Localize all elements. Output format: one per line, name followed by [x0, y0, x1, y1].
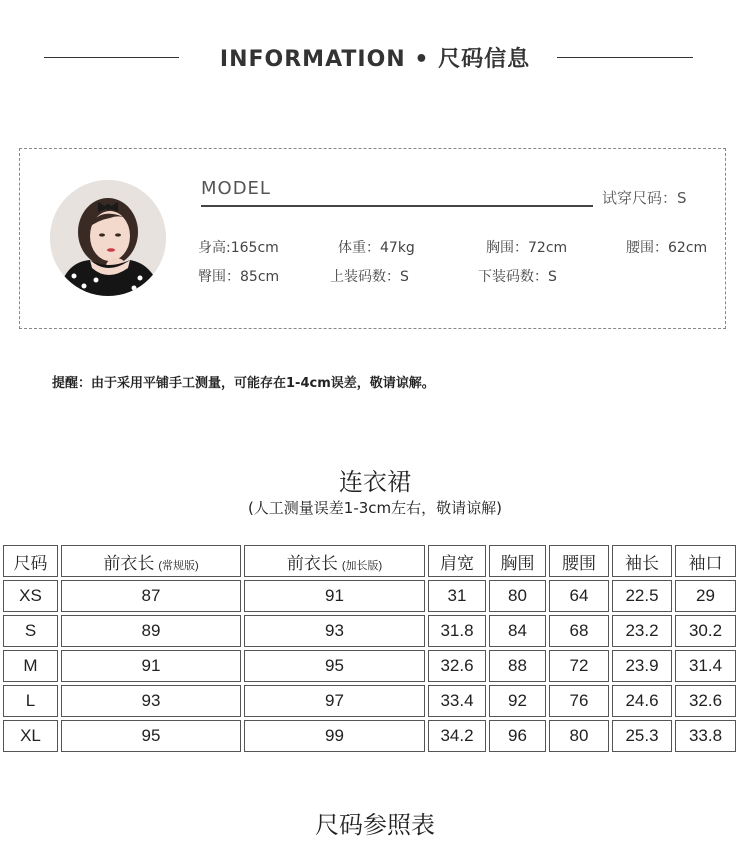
table-header-row	[3, 545, 736, 577]
table-cell: 33.8	[675, 720, 736, 752]
table-cell: 76	[549, 685, 609, 717]
header-label: 袖口	[688, 553, 723, 573]
table-header-cell	[244, 545, 425, 577]
measurement-notice: 提醒：由于采用平铺手工测量，可能存在1-4cm误差，敬请谅解。	[52, 376, 435, 391]
size-label-cell: S	[3, 615, 58, 647]
table-cell: 91	[244, 580, 425, 612]
table-cell: 23.2	[612, 615, 672, 647]
table-cell: 99	[244, 720, 425, 752]
table-cell: 91	[61, 650, 241, 682]
section-title: 连衣裙	[339, 468, 411, 496]
table-cell: 68	[549, 615, 609, 647]
model-info-card	[19, 148, 726, 329]
table-header-cell	[3, 545, 58, 577]
size-chart-title: 尺码参照表	[315, 811, 435, 839]
table-row	[3, 720, 736, 752]
header-label: 尺码	[13, 553, 48, 573]
spec-height: 身高:165cm	[198, 240, 279, 256]
page-title: INFORMATION • 尺码信息	[219, 47, 531, 72]
table-cell: 96	[489, 720, 546, 752]
model-avatar	[50, 180, 166, 296]
table-cell: 34.2	[428, 720, 486, 752]
model-label: MODEL	[201, 178, 271, 199]
spec-weight: 体重：47kg	[338, 240, 415, 256]
spec-waist: 腰围：62cm	[626, 240, 708, 256]
table-cell: 92	[489, 685, 546, 717]
spec-bust: 胸围：72cm	[486, 240, 568, 256]
table-row	[3, 580, 736, 612]
table-cell: 64	[549, 580, 609, 612]
table-cell: 25.3	[612, 720, 672, 752]
header-label: 腰围	[562, 553, 596, 573]
spec-top-size: 上装码数：S	[330, 269, 409, 285]
size-table	[0, 542, 739, 755]
table-header-cell	[675, 545, 736, 577]
table-cell: 32.6	[428, 650, 486, 682]
table-header-cell	[612, 545, 672, 577]
table-cell: 88	[489, 650, 546, 682]
header-label: 前衣长	[286, 553, 338, 573]
spec-hip: 臀围：85cm	[198, 269, 280, 285]
table-header-cell	[489, 545, 546, 577]
table-cell: 31.8	[428, 615, 486, 647]
header-sublabel: (常规版)	[158, 559, 199, 572]
table-header-cell	[428, 545, 486, 577]
table-cell: 31	[428, 580, 486, 612]
table-row	[3, 650, 736, 682]
table-cell: 24.6	[612, 685, 672, 717]
header-label: 袖长	[625, 553, 659, 573]
table-cell: 87	[61, 580, 241, 612]
table-cell: 29	[675, 580, 736, 612]
size-label-cell: XL	[3, 720, 58, 752]
table-cell: 93	[61, 685, 241, 717]
table-row	[3, 685, 736, 717]
table-cell: 23.9	[612, 650, 672, 682]
table-cell: 33.4	[428, 685, 486, 717]
table-cell: 95	[61, 720, 241, 752]
table-header-cell	[61, 545, 241, 577]
table-header-cell	[549, 545, 609, 577]
section-subtitle: (人工测量误差1-3cm左右，敬请谅解)	[247, 499, 503, 517]
header-sublabel: (加长版)	[341, 559, 383, 572]
table-cell: 84	[489, 615, 546, 647]
header-label: 胸围	[500, 553, 535, 573]
model-underline	[201, 205, 593, 207]
header-label: 肩宽	[440, 553, 474, 573]
size-label-cell: L	[3, 685, 58, 717]
table-cell: 31.4	[675, 650, 736, 682]
fit-size: 试穿尺码：S	[602, 189, 687, 207]
table-cell: 89	[61, 615, 241, 647]
table-cell: 80	[549, 720, 609, 752]
size-label-cell: XS	[3, 580, 58, 612]
table-cell: 93	[244, 615, 425, 647]
table-row	[3, 615, 736, 647]
header-label: 前衣长	[103, 553, 155, 573]
table-cell: 22.5	[612, 580, 672, 612]
table-cell: 30.2	[675, 615, 736, 647]
size-label-cell: M	[3, 650, 58, 682]
table-cell: 72	[549, 650, 609, 682]
model-portrait-image	[50, 180, 166, 296]
table-cell: 32.6	[675, 685, 736, 717]
table-cell: 95	[244, 650, 425, 682]
table-cell: 97	[244, 685, 425, 717]
table-cell: 80	[489, 580, 546, 612]
spec-bottom-size: 下装码数：S	[478, 269, 557, 285]
